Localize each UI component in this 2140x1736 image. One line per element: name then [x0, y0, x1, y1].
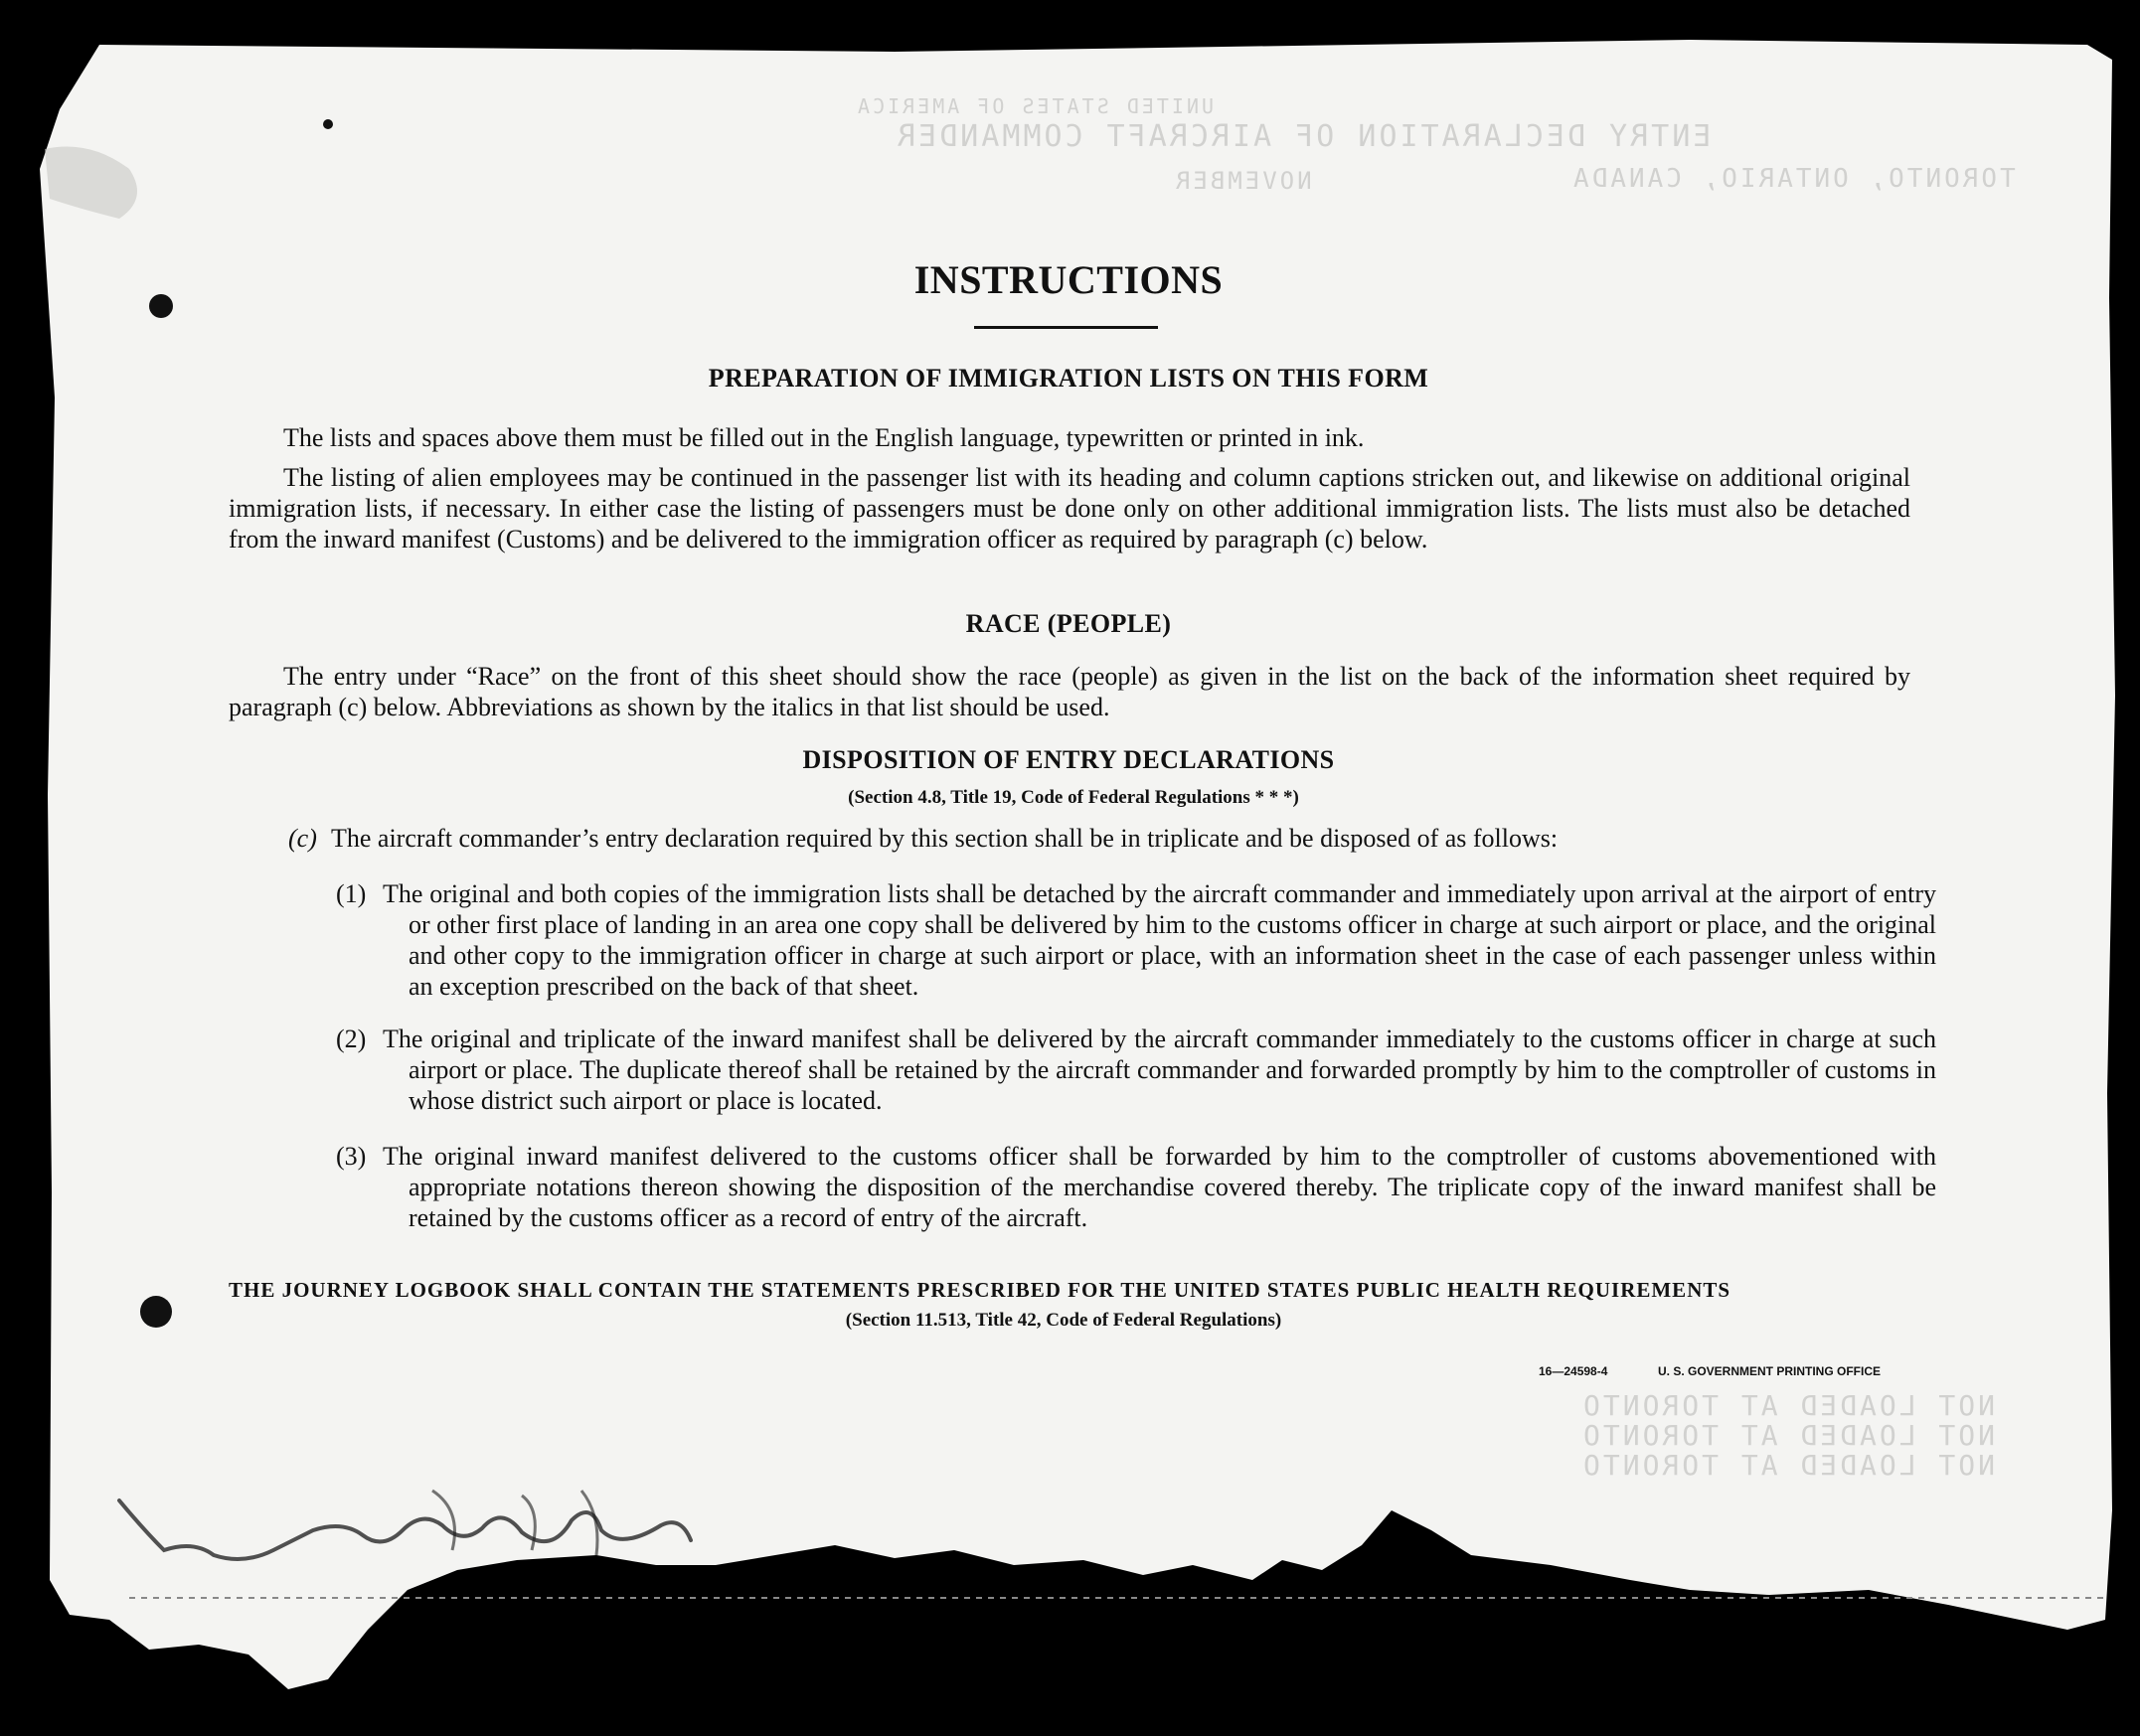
bleed-through-line: NOT LOADED AT TORONTO: [1580, 1389, 1996, 1422]
bleed-through-line: ENTRY DECLARATION OF AIRCRAFT COMMANDER: [895, 119, 1712, 154]
document-title: INSTRUCTIONS: [913, 257, 1224, 302]
paragraph-preparation-1: The lists and spaces above them must be filled out in the English language, typewritten or printed in ink.: [283, 423, 1365, 452]
handwritten-signature: [104, 1471, 701, 1580]
item-text-2: The original and triplicate of the inward manifest shall be delivered by the aircraft commander immediately to the customs officer in charge at such airport or place. The duplicate thereof shall be retained by the aircraft commander and forwarded promptly by him to the comptroller of customs in whose district such airport or place is located.: [383, 1025, 1936, 1115]
item-text-3: The original inward manifest delivered to the customs officer shall be forwarded by him to the comptroller of customs abovementioned with appropriate notations thereon showing the disposition of the merchandise covered thereby. The triplicate copy of the inward manifest shall be retained by the customs officer as a record of entry of the aircraft.: [383, 1142, 1936, 1232]
journey-logbook-reference: (Section 11.513, Title 42, Code of Federal Regulations): [845, 1310, 1282, 1331]
bleed-through-line: NOT LOADED AT TORONTO: [1580, 1449, 1996, 1482]
section-heading-disposition: DISPOSITION OF ENTRY DECLARATIONS: [802, 745, 1335, 774]
paragraph-disposition-lead: The aircraft commander’s entry declaration required by this section shall be in triplicate and be disposed of as follows:: [331, 824, 1559, 853]
bleed-through-line: NOVEMBER: [1173, 167, 1312, 195]
paragraph-preparation-2: The listing of alien employees may be continued in the passenger list with its heading and column captions stricken out, and likewise on additional original immigration lists, if necessary. In either case the listing of passengers must be done only on other additional immigration lists. The lists must also be detached from the inward manifest (Customs) and be delivered to the immigration officer as required by paragraph (c) below.: [229, 463, 1910, 553]
printer-imprint: U. S. GOVERNMENT PRINTING OFFICE: [1658, 1364, 1882, 1378]
bleed-through-line: UNITED STATES OF AMERICA: [855, 94, 1214, 118]
paragraph-race: The entry under “Race” on the front of this sheet should show the race (people) as given in the list on the back of the information sheet required by paragraph (c) below. Abbreviations as shown by the italics in that list should be used.: [229, 662, 1910, 721]
journey-logbook-statement: THE JOURNEY LOGBOOK SHALL CONTAIN THE STATEMENTS PRESCRIBED FOR THE UNITED STATES PUBLIC HEALTH REQUIREMENTS: [229, 1278, 1731, 1302]
item-number-3: (3): [336, 1142, 367, 1171]
section-heading-preparation: PREPARATION OF IMMIGRATION LISTS ON THIS FORM: [708, 364, 1429, 393]
paragraph-label-c: (c): [288, 824, 317, 853]
bleed-through-line: TORONTO, ONTARIO, CANADA: [1570, 164, 2016, 194]
section-heading-race: RACE (PEOPLE): [965, 609, 1172, 638]
item-number-1: (1): [336, 879, 367, 908]
section-reference-disposition: (Section 4.8, Title 19, Code of Federal Regulations * * *): [848, 787, 1299, 808]
bleed-through-line: NOT LOADED AT TORONTO: [1580, 1419, 1996, 1452]
form-number: 16—24598-4: [1539, 1364, 1608, 1378]
title-underline: [974, 326, 1158, 329]
item-text-1: The original and both copies of the immigration lists shall be detached by the aircraft commander and immediately upon arrival at the airport of entry or other first place of landing in an area one copy shall be delivered by him to the customs officer in charge at such airport or place, and the original and other copy to the immigration officer in charge at such airport or place, with an information sheet in the case of each passenger unless within an exception prescribed on the back of that sheet.: [383, 879, 1936, 1001]
item-number-2: (2): [336, 1025, 367, 1053]
